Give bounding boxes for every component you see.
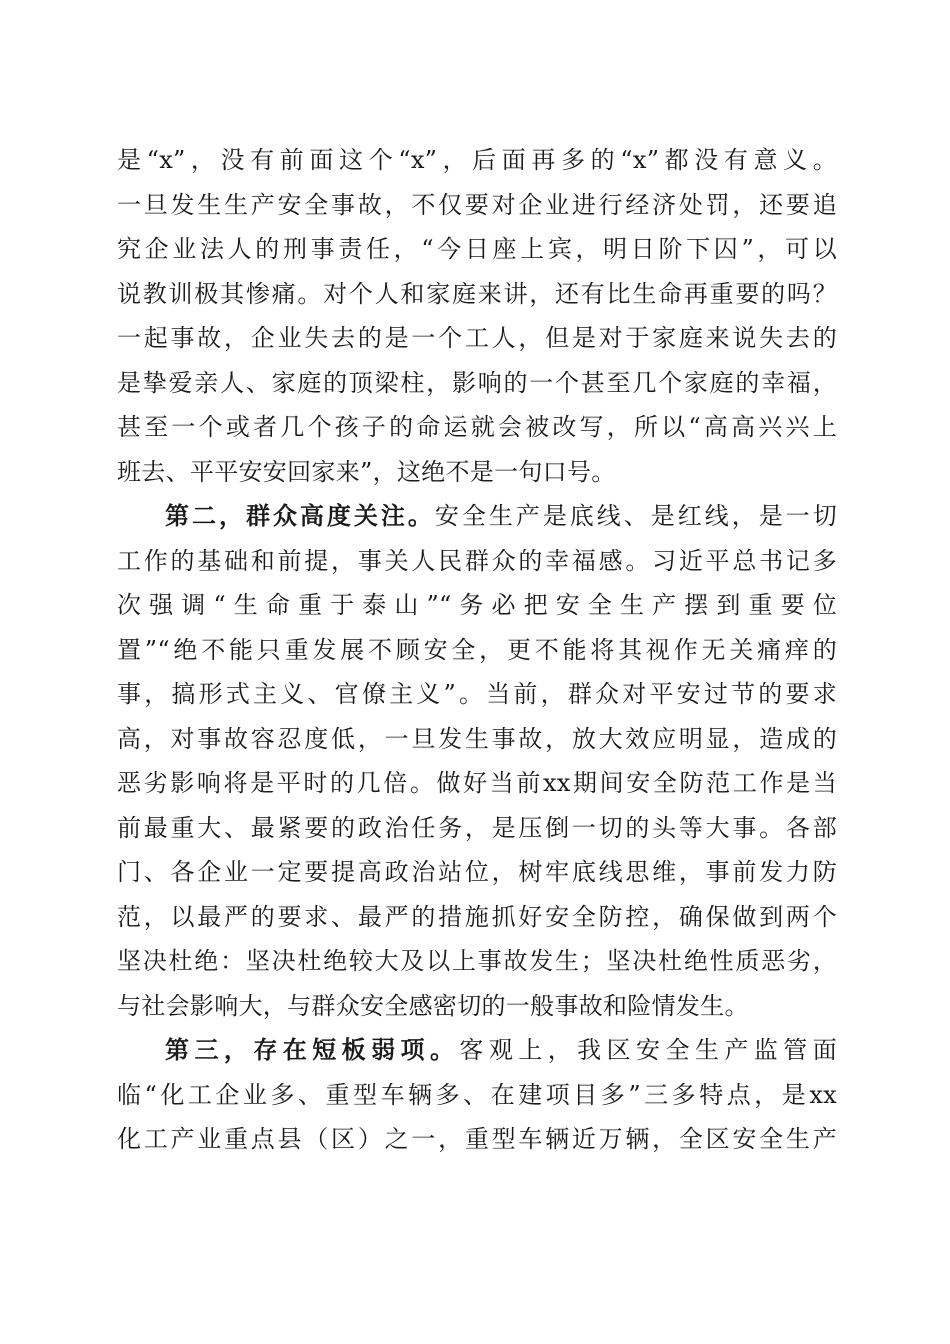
paragraph-line: 工作的基础和前提，事关人民群众的幸福感。习近平总书记多 bbox=[117, 546, 837, 575]
paragraph-first-line-text: 安全生产是底线、是红线，是一切 bbox=[434, 502, 837, 530]
document-body bbox=[117, 138, 837, 1162]
paragraph-first-line-text: 客观上，我区安全生产监管面 bbox=[459, 1036, 837, 1064]
paragraph-2 bbox=[117, 494, 837, 1028]
paragraph-line: 置”“绝不能只重发展不顾安全，更不能将其视作无关痛痒的 bbox=[117, 635, 837, 664]
paragraph-line: 临“化工企业多、重型车辆多、在建项目多”三多特点，是xx bbox=[117, 1080, 837, 1109]
paragraph-line: 是“x”，没有前面这个“x”，后面再多的“x”都没有意义。 bbox=[117, 146, 837, 174]
paragraph-line: 班去、平平安安回家来”，这绝不是一句口号。 bbox=[117, 457, 616, 486]
paragraph-line: 范，以最严的要求、最严的措施抓好安全防控，确保做到两个 bbox=[117, 902, 837, 931]
paragraph-line: 与社会影响大，与群众安全感密切的一般事故和险情发生。 bbox=[117, 991, 749, 1020]
paragraph-line: 一起事故，企业失去的是一个工人，但是对于家庭来说失去的 bbox=[117, 324, 837, 352]
paragraph-3 bbox=[117, 1028, 837, 1162]
paragraph-line: 一旦发生生产安全事故，不仅要对企业进行经济处罚，还要追 bbox=[117, 190, 837, 219]
paragraph-line: 恶劣影响将是平时的几倍。做好当前xx期间安全防范工作是当 bbox=[117, 769, 837, 797]
paragraph-heading: 第三，存在短板弱项。 bbox=[165, 1035, 460, 1064]
paragraph-line: 次强调“生命重于泰山”“务必把安全生产摆到重要位 bbox=[117, 591, 837, 619]
paragraph-line: 是挚爱亲人、家庭的顶梁柱，影响的一个甚至几个家庭的幸福， bbox=[117, 368, 837, 397]
paragraph-heading: 第二，群众高度关注。 bbox=[165, 501, 435, 530]
paragraph-line: 甚至一个或者几个孩子的命运就会被改写，所以“高高兴兴上 bbox=[117, 413, 837, 441]
paragraph-line: 化工产业重点县（区）之一，重型车辆近万辆，全区安全生产 bbox=[117, 1125, 837, 1153]
paragraph-line: 高，对事故容忍度低，一旦发生事故，放大效应明显，造成的 bbox=[117, 724, 837, 753]
paragraph-1 bbox=[117, 138, 837, 494]
paragraph-line: 事，搞形式主义、官僚主义”。当前，群众对平安过节的要求 bbox=[117, 680, 837, 708]
paragraph-line: 门、各企业一定要提高政治站位，树牢底线思维，事前发力防 bbox=[117, 858, 837, 886]
paragraph-first-line bbox=[117, 494, 837, 539]
paragraph-line: 坚决杜绝：坚决杜绝较大及以上事故发生；坚决杜绝性质恶劣， bbox=[117, 947, 837, 975]
paragraph-line: 究企业法人的刑事责任，“今日座上宾，明日阶下囚”，可以 bbox=[117, 235, 837, 263]
paragraph-first-line bbox=[117, 1028, 837, 1073]
paragraph-line: 说教训极其惨痛。对个人和家庭来讲，还有比生命再重要的吗？ bbox=[117, 279, 837, 308]
paragraph-line: 前最重大、最紧要的政治任务，是压倒一切的头等大事。各部 bbox=[117, 813, 837, 842]
